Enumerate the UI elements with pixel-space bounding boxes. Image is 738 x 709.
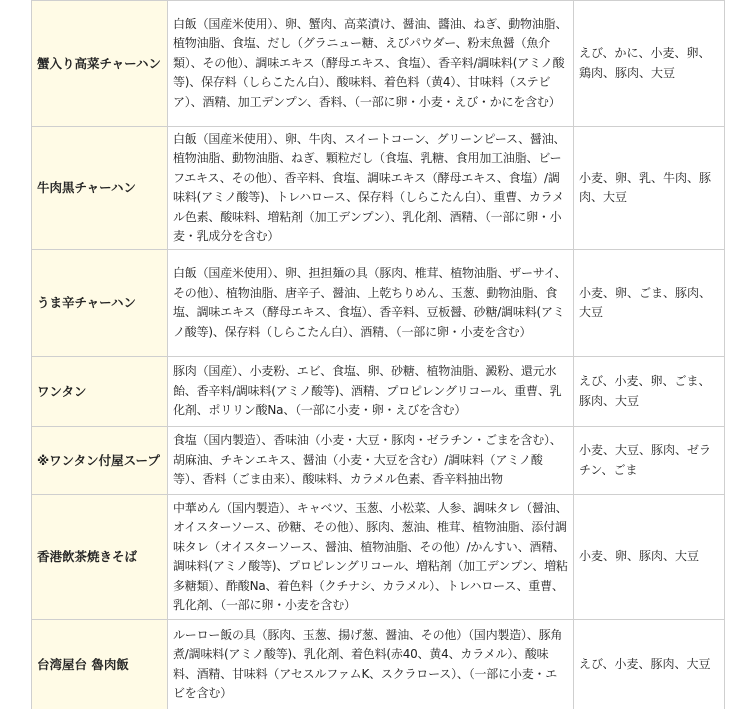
allergens-text: 小麦、卵、豚肉、大豆: [574, 495, 725, 620]
table-row: [32, 1, 725, 127]
allergens-text: 小麦、卵、ごま、豚肉、大豆: [574, 250, 725, 357]
table-row: [32, 427, 725, 495]
table-row: [32, 250, 725, 357]
ingredients-text: 白飯（国産米使用）、卵、牛肉、スイートコーン、グリーンピース、醤油、植物油脂、動物油脂、ねぎ、顆粒だし（食塩、乳糖、食用加工油脂、ビーフエキス、その他）、香辛料、食塩、調味エキス（酵母エキス、食塩）/調味料(アミノ酸等)、トレハロース、保存料（しらこたん白）、重曹、カラメル色素、酸味料、増粘剤（加工デンプン）、乳化剤、酒精、（一部に卵・小麦・乳成分を含む）: [168, 127, 574, 250]
product-name: ※ワンタン付屋スープ: [32, 427, 168, 495]
allergens-text: 小麦、卵、乳、牛肉、豚肉、大豆: [574, 127, 725, 250]
product-name: ワンタン: [32, 357, 168, 427]
product-name: 蟹入り高菜チャーハン: [32, 1, 168, 127]
table-row: [32, 127, 725, 250]
table-row: [32, 357, 725, 427]
ingredients-table: [31, 0, 725, 709]
product-name: うま辛チャーハン: [32, 250, 168, 357]
allergens-text: えび、かに、小麦、卵、鶏肉、豚肉、大豆: [574, 1, 725, 127]
product-name: 香港飲茶焼きそば: [32, 495, 168, 620]
ingredients-text: 豚肉（国産）、小麦粉、エビ、食塩、卵、砂糖、植物油脂、澱粉、還元水飴、香辛料/調味料(アミノ酸等)、酒精、プロピレングリコール、重曹、乳化剤、ポリリン酸Na、（一部に小麦・卵・えびを含む）: [168, 357, 574, 427]
allergens-text: 小麦、大豆、豚肉、ゼラチン、ごま: [574, 427, 725, 495]
allergens-text: えび、小麦、豚肉、大豆: [574, 620, 725, 709]
ingredients-text: ルーロー飯の具（豚肉、玉葱、揚げ葱、醤油、その他）（国内製造）、豚角煮/調味料(アミノ酸等)、乳化剤、着色料(赤40、黄4、カラメル）、酸味料、酒精、甘味料（アセスルファムK、スクラロース）、（一部に小麦・エビを含む）: [168, 620, 574, 709]
table-row: [32, 495, 725, 620]
ingredients-text: 食塩（国内製造）、香味油（小麦・大豆・豚肉・ゼラチン・ごまを含む）、胡麻油、チキンエキス、醤油（小麦・大豆を含む）/調味料（アミノ酸等）、香料（ごま由来）、酸味料、カラメル色素、香辛料抽出物: [168, 427, 574, 495]
product-name: 台湾屋台 魯肉飯: [32, 620, 168, 709]
allergens-text: えび、小麦、卵、ごま、豚肉、大豆: [574, 357, 725, 427]
ingredients-text: 白飯（国産米使用）、卵、蟹肉、高菜漬け、醤油、醬油、ねぎ、動物油脂、植物油脂、食塩、だし（グラニュー糖、えびパウダー、粉末魚醤（魚介類）、その他）、調味エキス（酵母エキス、食塩）、香辛料/調味料(アミノ酸等)、保存料（しらこたん白）、酸味料、着色料（黄4）、甘味料（ステビア）、酒精、加工デンプン、香料、（一部に卵・小麦・えび・かにを含む）: [168, 1, 574, 127]
product-name: 牛肉黒チャーハン: [32, 127, 168, 250]
ingredients-text: 中華めん（国内製造）、キャベツ、玉葱、小松菜、人参、調味タレ（醤油、オイスターソース、砂糖、その他）、豚肉、葱油、椎茸、植物油脂、添付調味タレ（オイスターソース、醤油、植物油脂、その他）/かんすい、酒精、調味料(アミノ酸等)、プロピレングリコール、増粘剤（加工デンプン、増粘多糖類）、酢酸Na、着色料（クチナシ、カラメル）、トレハロース、重曹、乳化剤、（一部に卵・小麦を含む）: [168, 495, 574, 620]
table-row: [32, 620, 725, 709]
ingredients-text: 白飯（国産米使用）、卵、担担麺の具（豚肉、椎茸、植物油脂、ザーサイ、その他）、植物油脂、唐辛子、醤油、上乾ちりめん、玉葱、動物油脂、食塩、調味エキス（酵母エキス、食塩）、香辛料、豆板醤、砂糖/調味料(アミノ酸等)、保存料（しらこたん白）、酒精、（一部に卵・小麦を含む）: [168, 250, 574, 357]
